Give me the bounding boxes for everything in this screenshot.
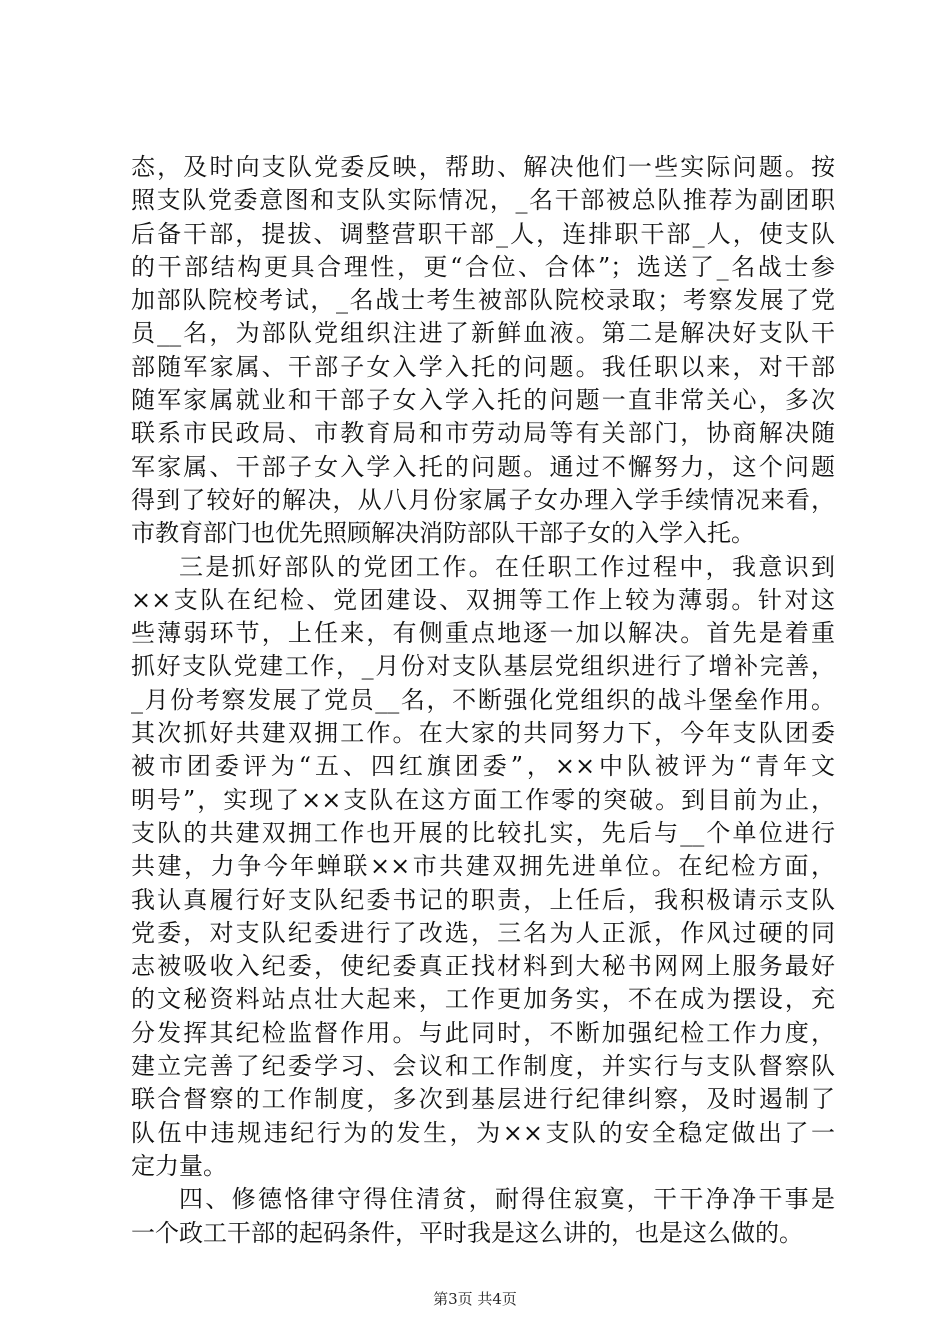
text-line: 定力量。	[131, 1151, 227, 1180]
text-line: 的文秘资料站点壮大起来，工作更加务实，不在成为摆设，充	[131, 985, 835, 1014]
text-line: 支队的共建双拥工作也开展的比较扎实，先后与__个单位进行	[131, 818, 835, 847]
text-line: 我认真履行好支队纪委书记的职责，上任后，我积极请示支队	[131, 885, 835, 914]
text-line: 被市团委评为“五、四红旗团委”，××中队被评为“青年文	[131, 752, 835, 781]
text-line: 一个政工干部的起码条件，平时我是这么讲的，也是这么做的。	[131, 1218, 803, 1247]
text-line: 志被吸收入纪委，使纪委真正找材料到大秘书网网上服务最好	[131, 952, 835, 981]
text-line: 联合督察的工作制度，多次到基层进行纪律纠察，及时遏制了	[131, 1085, 835, 1114]
text-line: 共建，力争今年蝉联××市共建双拥先进单位。在纪检方面，	[131, 852, 835, 881]
text-line: 军家属、干部子女入学入托的问题。通过不懈努力，这个问题	[131, 452, 835, 481]
text-line: 明号”，实现了××支队在这方面工作零的突破。到目前为止，	[131, 785, 835, 814]
text-line: 市教育部门也优先照顾解决消防部队干部子女的入学入托。	[131, 519, 755, 548]
text-line: 抓好支队党建工作，_月份对支队基层党组织进行了增补完善，	[131, 652, 835, 681]
text-line: 得到了较好的解决，从八月份家属子女办理入学手续情况来看，	[131, 485, 835, 514]
text-line: 员__名，为部队党组织注进了新鲜血液。第二是解决好支队干	[131, 319, 835, 348]
text-line: 党委，对支队纪委进行了改选，三名为人正派，作风过硬的同	[131, 918, 835, 947]
paragraph-start-line: 四、修德恪律守得住清贫，耐得住寂寞，干干净净干事是	[179, 1185, 835, 1214]
text-line: 照支队党委意图和支队实际情况，_名干部被总队推荐为副团职	[131, 186, 835, 215]
text-line: 队伍中违规违纪行为的发生，为××支队的安全稳定做出了一	[131, 1118, 835, 1147]
text-line: 的干部结构更具合理性，更“合位、合体”；选送了_名战士参	[131, 252, 835, 281]
page-number-footer: 第3页 共4页	[433, 1290, 517, 1308]
text-line: ××支队在纪检、党团建设、双拥等工作上较为薄弱。针对这	[131, 585, 835, 614]
text-line: 后备干部，提拔、调整营职干部_人，连排职干部_人，使支队	[131, 219, 835, 248]
text-line: 联系市民政局、市教育局和市劳动局等有关部门，协商解决随	[131, 419, 835, 448]
document-body	[131, 151, 835, 1250]
text-line: 些薄弱环节，上任来，有侧重点地逐一加以解决。首先是着重	[131, 619, 835, 648]
text-line: 部随军家属、干部子女入学入托的问题。我任职以来，对干部	[131, 352, 835, 381]
text-line: 建立完善了纪委学习、会议和工作制度，并实行与支队督察队	[131, 1052, 835, 1081]
text-line: _月份考察发展了党员__名，不断强化党组织的战斗堡垒作用。	[131, 685, 835, 714]
text-line: 分发挥其纪检监督作用。与此同时，不断加强纪检工作力度，	[131, 1018, 835, 1047]
text-line: 加部队院校考试，_名战士考生被部队院校录取；考察发展了党	[131, 286, 835, 315]
text-line: 态，及时向支队党委反映，帮助、解决他们一些实际问题。按	[131, 153, 835, 181]
text-line: 其次抓好共建双拥工作。在大家的共同努力下，今年支队团委	[131, 719, 835, 748]
text-line: 随军家属就业和干部子女入学入托的问题一直非常关心，多次	[131, 386, 835, 415]
paragraph-start-line: 三是抓好部队的党团工作。在任职工作过程中，我意识到	[179, 552, 835, 581]
